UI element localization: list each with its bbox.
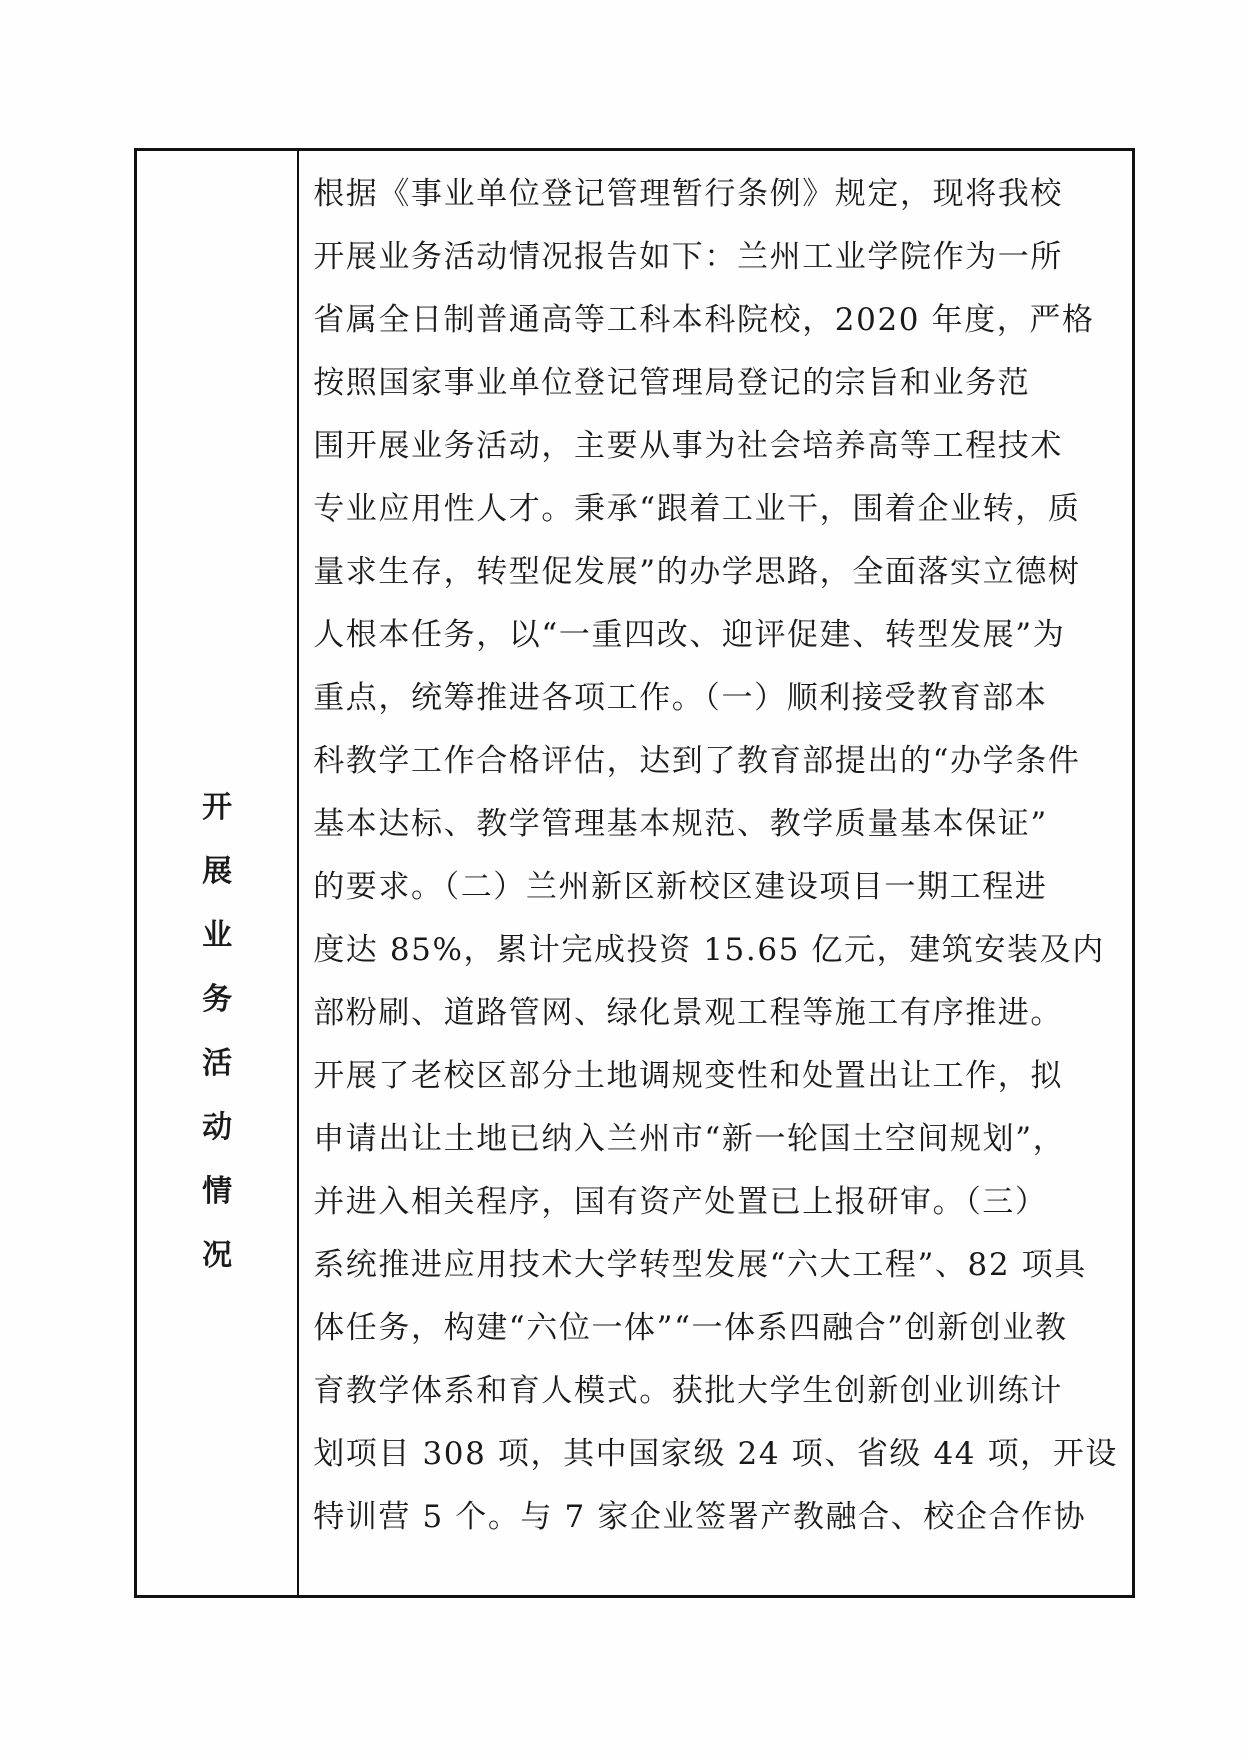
content-line: 重点，统筹推进各项工作。（一）顺利接受教育部本 [313, 680, 1048, 716]
report-table [134, 148, 1135, 1598]
content-line: 省属全日制普通高等工科本科院校，2020 年度，严格 [313, 302, 1095, 338]
content-cell [299, 151, 1132, 1595]
content-line: 申请出让土地已纳入兰州市“新一轮国土空间规划”， [313, 1121, 1066, 1157]
content-line: 度达 85%，累计完成投资 15.65 亿元，建筑安装及内 [313, 932, 1105, 968]
section-label-char: 情 [202, 1174, 233, 1209]
content-line: 科教学工作合格评估，达到了教育部提出的“办学条件 [313, 743, 1081, 779]
content-line: 系统推进应用技术大学转型发展“六大工程”、82 项具 [313, 1247, 1087, 1283]
section-label-char: 况 [202, 1238, 233, 1273]
section-label [137, 776, 297, 1288]
content-line: 育教学体系和育人模式。获批大学生创新创业训练计 [313, 1373, 1064, 1409]
content-line: 按照国家事业单位登记管理局登记的宗旨和业务范 [313, 365, 1031, 401]
content-line: 围开展业务活动，主要从事为社会培养高等工程技术 [313, 428, 1064, 464]
content-line: 基本达标、教学管理基本规范、教学质量基本保证” [313, 806, 1048, 842]
content-line: 开展业务活动情况报告如下：兰州工业学院作为一所 [313, 239, 1064, 275]
content-line: 根据《事业单位登记管理暂行条例》规定，现将我校 [313, 176, 1064, 212]
content-line: 的要求。（二）兰州新区新校区建设项目一期工程进 [313, 869, 1048, 905]
section-label-char: 展 [202, 854, 233, 889]
section-label-char: 动 [202, 1110, 233, 1145]
section-label-cell [137, 151, 299, 1595]
content-line: 人根本任务，以“一重四改、迎评促建、转型发展”为 [313, 617, 1066, 653]
content-line: 量求生存，转型促发展”的办学思路，全面落实立德树 [313, 554, 1081, 590]
content-line: 特训营 5 个。与 7 家企业签署产教融合、校企合作协 [313, 1499, 1087, 1535]
content-line: 划项目 308 项，其中国家级 24 项、省级 44 项，开设 [313, 1436, 1118, 1472]
section-label-char: 活 [202, 1046, 233, 1081]
content-line: 体任务，构建“六位一体”“一体系四融合”创新创业教 [313, 1310, 1068, 1346]
content-line: 开展了老校区部分土地调规变性和处置出让工作，拟 [313, 1058, 1064, 1094]
section-label-char: 开 [202, 790, 233, 825]
content-line: 部粉刷、道路管网、绿化景观工程等施工有序推进。 [313, 995, 1064, 1031]
section-label-char: 务 [202, 982, 233, 1017]
content-line: 并进入相关程序，国有资产处置已上报研审。（三） [313, 1184, 1048, 1220]
section-label-char: 业 [202, 918, 233, 953]
content-line: 专业应用性人才。秉承“跟着工业干，围着企业转，质 [313, 491, 1081, 527]
